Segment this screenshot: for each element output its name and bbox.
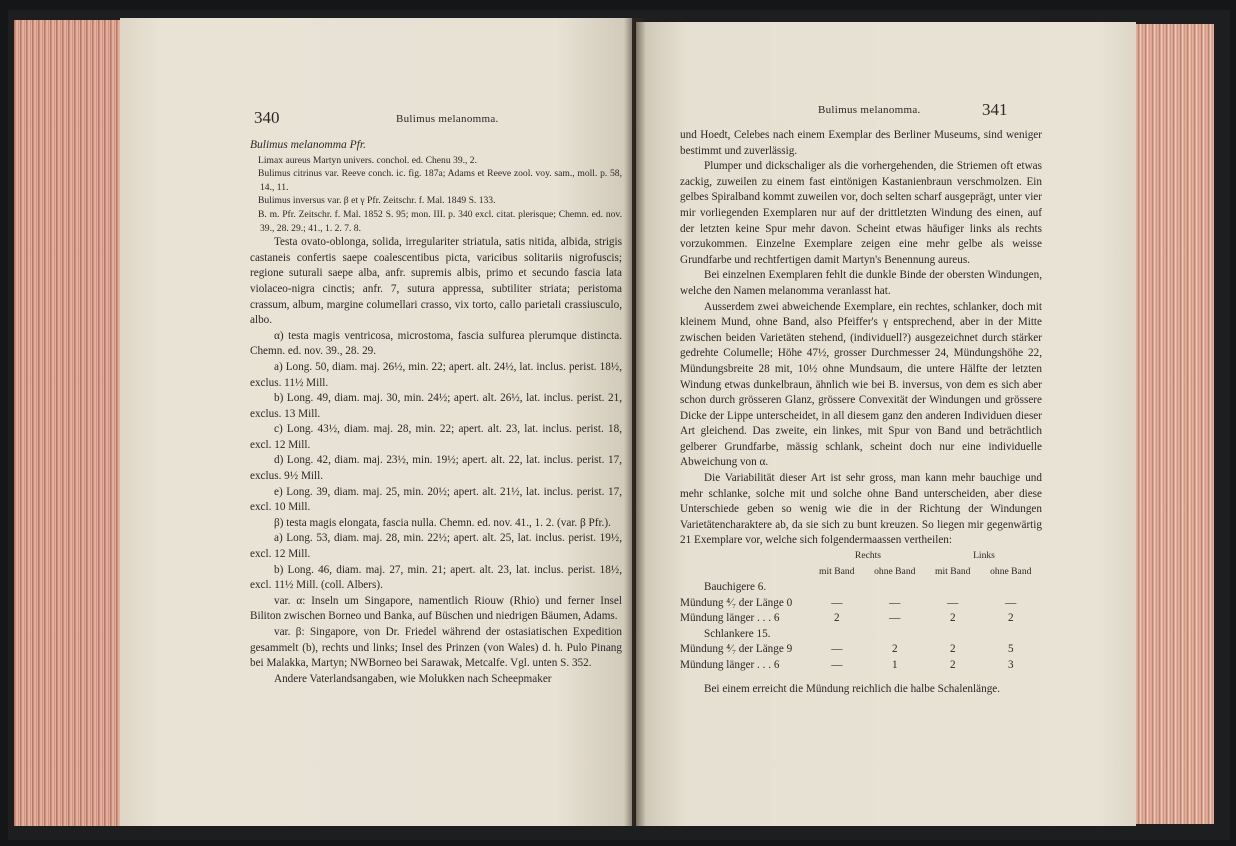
group-header: Rechts	[854, 550, 882, 561]
measurement: a) Long. 50, diam. maj. 26½, min. 22; apert. alt. 24½, lat. inclus. perist. 18½, exclus. 11½ Mill.	[250, 360, 622, 389]
continuation-paragraph: und Hoedt, Celebes nach einem Exemplar des Berliner Museums, sind weniger bestimmt und zuverlässig.	[680, 129, 1042, 157]
table-cell	[926, 579, 980, 595]
locality-paragraph: var. β: Singapore, von Dr. Friedel während der ostasiatischen Expedition gesammelt (b), rechts und links; Insel des Prinzen (von Wales) d. h. Pulo Pinang bei Malakka, Martyn; NWBorneo bei Sarawak, Metcalfe. Vgl. unten S. 352.	[250, 626, 622, 670]
table-row	[680, 626, 1042, 642]
table-cell	[926, 626, 980, 642]
table-cell: —	[831, 643, 843, 656]
table-cell	[810, 579, 864, 595]
table-cell: —	[889, 596, 901, 609]
table-cell	[864, 626, 926, 642]
measurement: b) Long. 49, diam. maj. 30, min. 24½; apert. alt. 26½, lat. inclus. perist. 21, exclus. 13 Mill.	[250, 392, 622, 420]
body-paragraph: Die Variabilität dieser Art ist sehr gross, man kann mehr bauchige und mehr schlanke, solche mit und solche ohne Band unterscheiden, aber diese Unterschiede geben so wenig wie die in der Richtung der Windungen Varietätencharaktere ab, da sie sich zu bunt kreuzen. So liegen mir gegenwärtig 21 Exemplare vor, welche sich folgendermaassen vertheilen:	[680, 472, 1042, 547]
row-label: Mündung länger . . . 6	[680, 658, 780, 671]
table-cell: —	[831, 596, 843, 609]
measurement: c) Long. 43½, diam. maj. 28, min. 22; apert. alt. 23, lat. inclus. perist. 18, excl. 12 Mill.	[250, 423, 622, 451]
species-title: Bulimus melanomma Pfr.	[250, 139, 366, 151]
locality-paragraph: var. α: Inseln um Singapore, namentlich Riouw (Rhio) und ferner Insel Biliton zwischen Borneo und Banka, auf Büschen und niedrigen Bäumen, Adams.	[250, 594, 622, 623]
references	[250, 154, 622, 236]
book-gutter	[624, 18, 646, 826]
row-label: Mündung ⁴⁄₇ der Länge 0	[680, 596, 793, 609]
table-row	[680, 610, 1042, 626]
left-page	[120, 18, 632, 826]
table-cell: 2	[949, 658, 956, 671]
table-cell: 3	[1007, 658, 1014, 671]
table-cell: 2	[833, 612, 840, 625]
table-cell: 2	[891, 643, 898, 656]
right-page-edges	[1128, 24, 1214, 824]
table-cell: —	[1005, 596, 1017, 609]
table-cell: 2	[949, 643, 956, 656]
table-cell: 2	[949, 612, 956, 625]
table-cell	[810, 626, 864, 642]
right-page	[636, 22, 1136, 826]
row-label: Mündung ⁴⁄₇ der Länge 9	[680, 643, 793, 656]
page-number: 340	[254, 108, 280, 127]
running-head: Bulimus melanomma.	[396, 113, 499, 125]
reference: Bulimus inversus var. β et γ Pfr. Zeitschr. f. Mal. 1849 S. 133.	[258, 195, 496, 207]
table-cell	[864, 579, 926, 595]
table-cell: 2	[1007, 612, 1014, 625]
table-cell: 5	[1007, 643, 1014, 656]
closing-line: Bei einem erreicht die Mündung reichlich die halbe Schalenlänge.	[704, 683, 1001, 695]
measurement: d) Long. 42, diam. maj. 23½, min. 19½; apert. alt. 22, lat. inclus. perist. 17, exclus. 9½ Mill.	[250, 454, 622, 483]
table-row	[680, 595, 1042, 611]
right-text-block	[680, 128, 1042, 549]
measurement: e) Long. 39, diam. maj. 25, min. 20½; apert. alt. 21½, lat. inclus. perist. 17, excl. 10 Mill.	[250, 485, 622, 514]
reference: B. m. Pfr. Zeitschr. f. Mal. 1852 S. 95; mon. III. p. 340 excl. citat. plerisque; Chemn. ed. nov. 39., 28. 29.; 41., 1. 2. 7. 8.	[258, 208, 622, 234]
table-row	[680, 579, 1042, 595]
variety-paragraph: α) testa magis ventricosa, microstoma, fascia sulfurea plerumque distincta. Chemn. ed. nov. 39., 28. 29.	[250, 329, 622, 358]
table-cell: —	[831, 658, 843, 671]
body-paragraph: Ausserdem zwei abweichende Exemplare, ein rechtes, schlanker, doch mit kleinem Mund, ohne Band, also Pfeiffer's γ entsprechend, aber in der Mitte zwischen beiden Varietäten stehend, (individuell?) ausgezeichnet durch stärker gedrehte Columelle; Höhe 47½, grosser Durchmesser 24, Mündungshöhe 22, Mündungsbreite 28 mit, 10½ ohne Mundsaum, die untere Hälfte der letzten Windung etwas dunkelbraun, ähnlich wie bei B. inversus, von dem es sich aber schon durch grösseren Glanz, grössere Convexität der Windungen und grössere Dicke der Lippe unterscheidet, in all diesem ganz den anderen Individuen dieser Art gleichend. Das zweite, ein linkes, mit Spur von Band und beträchtlich gelberer Grundfarbe, mässig schlank, scheint doch nur eine individuelle Abweichung von α.	[680, 300, 1042, 469]
row-label: Schlankere 15.	[704, 627, 771, 640]
description-paragraph: Testa ovato-oblonga, solida, irregulariter striatula, satis nitida, albida, strigis castaneis confertis saepe coalescentibus picta, varicibus solitariis nigrofuscis; regione suturali saepe alba, anfr. supremis albis, primo et secundo fascia lata violaceo-nigra cinctis; anfr. 7, sutura appressa, subtiliter striata; peristoma crassum, album, margine columellari crasso, vix torto, callo parietali crassiusculo, albo.	[250, 236, 622, 327]
reference: Bulimus citrinus var. Reeve conch. ic. fig. 187a; Adams et Reeve zool. voy. sam., moll. p. 58, 14., 11.	[258, 168, 622, 193]
sub-header: ohne Band	[990, 565, 1032, 577]
measurement: a) Long. 53, diam. maj. 28, min. 22½; apert. alt. 25, lat. inclus. perist. 19½, excl. 12 Mill.	[250, 532, 622, 561]
body-paragraph: Bei einzelnen Exemplaren fehlt die dunkle Binde der obersten Windungen, welche den Namen melanomma veranlasst hat.	[680, 269, 1042, 297]
table-cell	[980, 626, 1042, 642]
table-row	[680, 642, 1042, 658]
distribution-table	[680, 548, 1042, 673]
table-cell: 1	[891, 658, 898, 671]
page-number: 341	[982, 100, 1008, 119]
row-label: Mündung länger . . . 6	[680, 612, 780, 625]
table-cell	[980, 579, 1042, 595]
reference: Limax aureus Martyn univers. conchol. ed. Chenu 39., 2.	[258, 154, 478, 166]
table-cell: —	[889, 612, 901, 625]
locality-paragraph: Andere Vaterlandsangaben, wie Molukken nach Scheepmaker	[274, 672, 552, 685]
measurement: b) Long. 46, diam. maj. 27, min. 21; apert. alt. 23, lat. inclus. perist. 18½, excl. 11½ Mill. (coll. Albers).	[250, 563, 622, 592]
running-head: Bulimus melanomma.	[818, 104, 921, 116]
variety-paragraph: β) testa magis elongata, fascia nulla. Chemn. ed. nov. 41., 1. 2. (var. β Pfr.).	[274, 516, 611, 529]
left-text-block	[250, 138, 622, 687]
sub-header: mit Band	[935, 565, 971, 577]
sub-header: ohne Band	[874, 565, 916, 577]
row-label: Bauchigere 6.	[704, 580, 767, 593]
left-page-edges	[14, 20, 126, 826]
sub-header: mit Band	[819, 565, 855, 577]
table-cell: —	[947, 596, 959, 609]
table-row	[680, 657, 1042, 673]
body-paragraph: Plumper und dickschaliger als die vorhergehenden, die Striemen oft etwas zackig, zuweilen zu einem fast eintönigen Kastanienbraun verschmolzen. Ein gelbes Spiralband kommt zuweilen vor, doch selten scharf ausgeprägt, unter vier mir vorliegenden Exemplaren nur auf der drittletzten Windung des einen, auf der letzten keine Spur mehr davon. Scheint etwas häufiger links als rechts vorzukommen. Einzelne Exemplare zeigen eine mehr gelbe als weisse Grundfarbe und rechtfertigen damit Martyn's Benennung aureus.	[680, 160, 1042, 266]
group-header: Links	[973, 550, 995, 561]
